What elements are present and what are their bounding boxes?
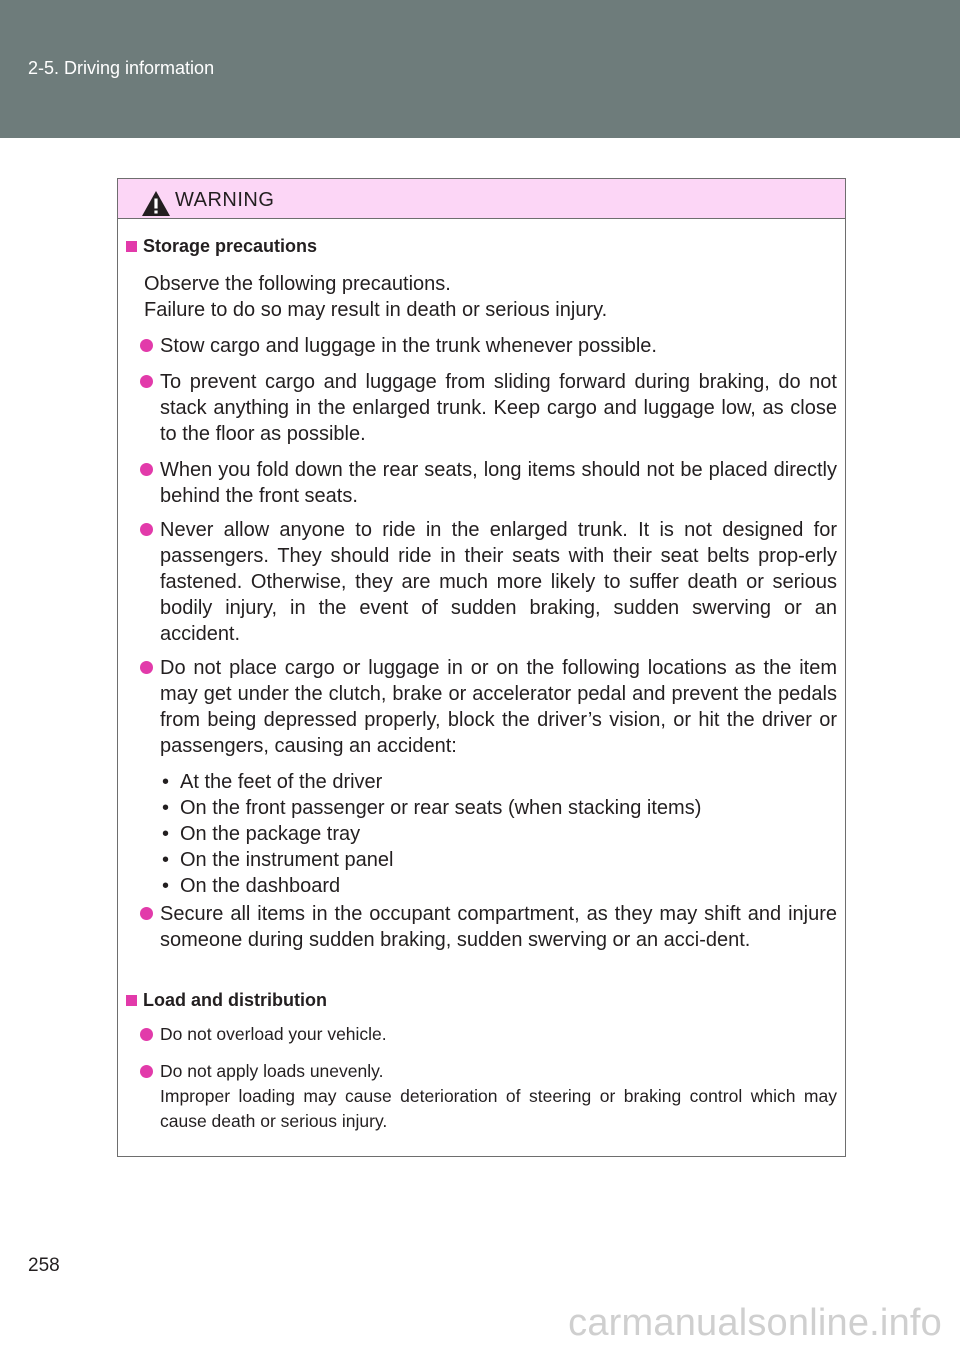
bullet-item	[138, 1022, 837, 1047]
square-bullet-icon	[126, 995, 137, 1006]
list-item: • On the dashboard	[162, 873, 822, 899]
header-band	[0, 0, 960, 138]
bullet-note	[138, 1084, 837, 1134]
subheading-label: Storage precautions	[143, 236, 318, 256]
round-bullet-icon	[140, 907, 153, 920]
round-bullet-icon	[140, 1065, 153, 1078]
section-title: 2-5. Driving information	[28, 58, 215, 78]
bullet-text: Stow cargo and luggage in the trunk whenever possible.	[160, 335, 657, 357]
watermark: carmanualsonline.info	[568, 1302, 942, 1344]
subheading-load	[126, 989, 327, 1011]
round-bullet-icon	[140, 661, 153, 674]
warning-triangle-icon	[141, 190, 171, 217]
bullet-item	[138, 901, 837, 953]
warning-box	[117, 178, 846, 1157]
locations-list	[162, 769, 822, 899]
intro-line-2: Failure to do so may result in death or serious injury.	[144, 299, 608, 321]
list-item: • At the feet of the driver	[162, 769, 822, 795]
list-item: • On the package tray	[162, 821, 822, 847]
bullet-text: Never allow anyone to ride in the enlarged trunk. It is not designed for passengers. They should ride in their seats with their seat belts prop-erly fastened. Otherwise, they are much more likely to suffer death or serious bodily injury, in the event of sudden braking, sudden swerving or an accident.	[160, 519, 837, 645]
round-bullet-icon	[140, 1028, 153, 1041]
bullet-text: When you fold down the rear seats, long items should not be placed directly behind the front seats.	[160, 459, 837, 507]
round-bullet-icon	[140, 375, 153, 388]
bullet-text: Do not place cargo or luggage in or on the following locations as the item may get under the clutch, brake or accelerator pedal and prevent the pedals from being depressed properly, block the driver’s vision, or hit the driver or passengers, causing an accident:	[160, 657, 837, 757]
bullet-text: Do not overload your vehicle.	[160, 1024, 387, 1044]
bullet-text: Do not apply loads unevenly.	[160, 1061, 384, 1081]
page-number: 258	[28, 1255, 60, 1276]
warning-header	[118, 179, 845, 219]
square-bullet-icon	[126, 241, 137, 252]
note-text: Improper loading may cause deterioration of steering or braking control which may cause death or serious injury.	[160, 1086, 837, 1131]
warning-title: WARNING	[175, 189, 275, 211]
subheading-storage	[126, 235, 317, 257]
list-item: • On the instrument panel	[162, 847, 822, 873]
round-bullet-icon	[140, 523, 153, 536]
intro-line-1: Observe the following precautions.	[144, 273, 451, 295]
bullet-item	[138, 369, 837, 447]
bullet-item	[138, 655, 837, 759]
round-bullet-icon	[140, 339, 153, 352]
bullet-text: To prevent cargo and luggage from sliding forward during braking, do not stack anything in the enlarged trunk. Keep cargo and luggage low, as close to the floor as possible.	[160, 371, 837, 445]
list-item: • On the front passenger or rear seats (when stacking items)	[162, 795, 822, 821]
bullet-text: Secure all items in the occupant compartment, as they may shift and injure someone during sudden braking, sudden swerving or an acci-dent.	[160, 903, 837, 951]
bullet-item	[138, 333, 837, 359]
bullet-item	[138, 517, 837, 647]
bullet-item	[138, 457, 837, 509]
bullet-item	[138, 1059, 837, 1084]
subheading-label: Load and distribution	[143, 990, 327, 1010]
round-bullet-icon	[140, 463, 153, 476]
